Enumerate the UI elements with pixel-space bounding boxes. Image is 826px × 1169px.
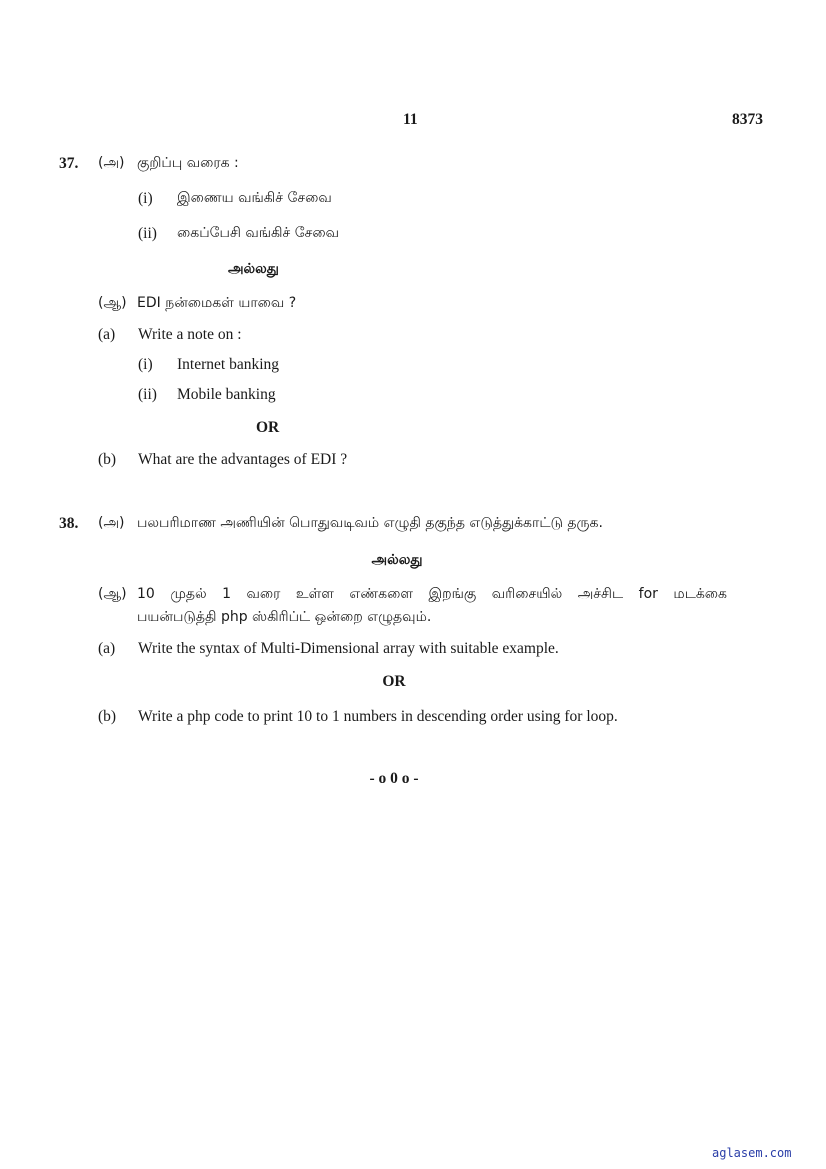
question-number: 37. <box>59 155 79 172</box>
sub-item-label: (i) <box>138 190 153 207</box>
question-text-english: Write the syntax of Multi-Dimensional array with suitable example. <box>138 640 559 657</box>
question-text-english: Write a note on : <box>138 326 242 343</box>
option-label: (ஆ) <box>98 586 127 602</box>
or-separator-english: OR <box>256 419 280 436</box>
option-label: (b) <box>98 708 117 725</box>
sub-item-label: (ii) <box>138 225 157 242</box>
sub-item-label: (ii) <box>138 386 157 403</box>
paper-code: 8373 <box>732 111 763 128</box>
question-text-tamil: பலபரிமாண அணியின் பொதுவடிவம் எழுதி தகுந்த எடுத்துக்காட்டு தருக. <box>137 515 603 531</box>
end-of-paper-mark: - o 0 o - <box>369 770 419 787</box>
option-label: (b) <box>98 451 117 468</box>
question-text-tamil: குறிப்பு வரைக : <box>137 155 239 171</box>
question-text-tamil: 10 முதல் 1 வரை உள்ள எண்களை இறங்கு வரிசையில் அச்சிட for மடக்கை <box>137 586 727 602</box>
sub-item-text-tamil: இணைய வங்கிச் சேவை <box>177 190 332 206</box>
sub-item-label: (i) <box>138 356 153 373</box>
watermark: aglasem.com <box>712 1146 792 1160</box>
sub-item-text-english: Internet banking <box>177 356 280 373</box>
sub-item-text-tamil: கைப்பேசி வங்கிச் சேவை <box>177 225 340 241</box>
question-text-tamil: EDI நன்மைகள் யாவை ? <box>137 295 297 311</box>
option-label: (அ) <box>98 515 125 531</box>
question-text-english: What are the advantages of EDI ? <box>138 451 348 468</box>
question-number: 38. <box>59 515 79 532</box>
option-label: (a) <box>98 326 116 343</box>
or-separator-english: OR <box>382 673 406 690</box>
page-number: 11 <box>403 111 418 128</box>
question-text-english: Write a php code to print 10 to 1 numbers in descending order using for loop. <box>138 708 618 725</box>
option-label: (அ) <box>98 155 125 171</box>
option-label: (a) <box>98 640 116 657</box>
question-text-tamil-continued: பயன்படுத்தி php ஸ்கிரிப்ட் ஒன்றை எழுதவும். <box>137 609 432 625</box>
or-separator-tamil: அல்லது <box>228 261 279 277</box>
sub-item-text-english: Mobile banking <box>177 386 276 403</box>
option-label: (ஆ) <box>98 295 127 311</box>
or-separator-tamil: அல்லது <box>371 552 423 568</box>
